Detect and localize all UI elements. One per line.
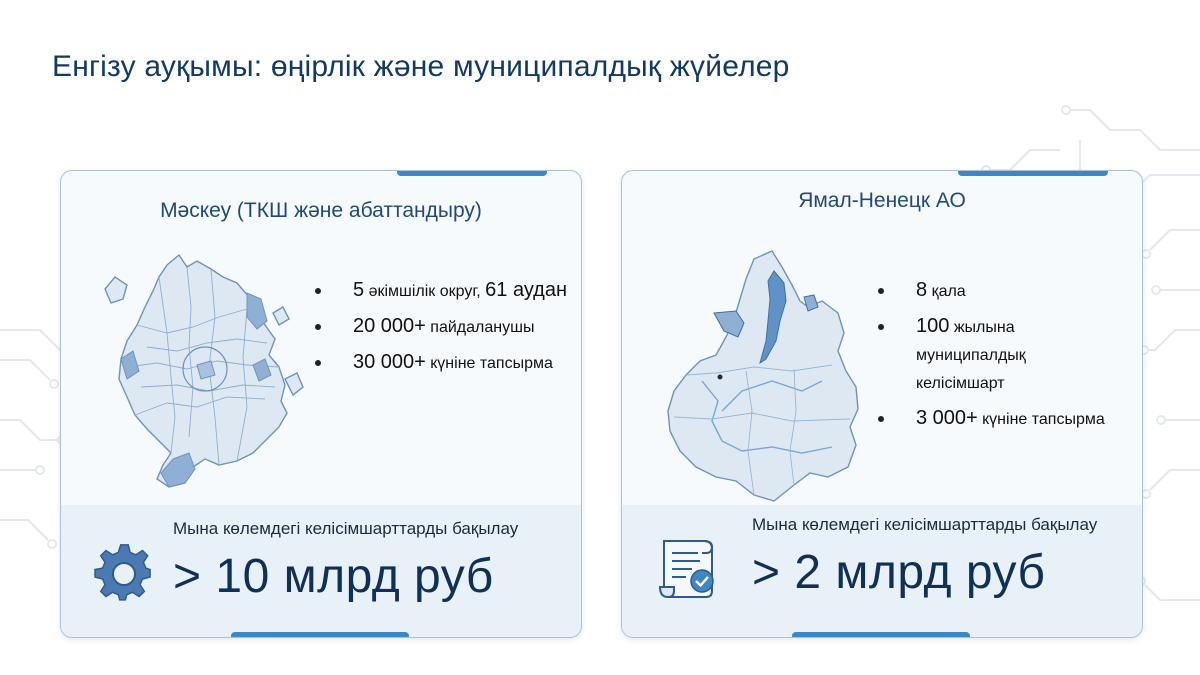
- moscow-map: [97, 247, 307, 501]
- list-item: [315, 349, 567, 377]
- bullet-dot: [315, 360, 321, 366]
- yamal-stats-list: [878, 277, 1118, 441]
- monitor-value: > 2 млрд руб: [752, 546, 1046, 599]
- stat-text: қала: [927, 283, 966, 300]
- card-accent-top: [958, 170, 1108, 176]
- bullet-dot: [315, 324, 321, 330]
- stat-lead: 8: [916, 279, 928, 301]
- list-item: [878, 313, 1118, 397]
- monitoring-band: [61, 505, 581, 637]
- stat-lead: 30 000+: [353, 351, 426, 373]
- stat-text: жылына муниципалдық келісімшарт: [916, 319, 1026, 392]
- yamal-card: [621, 170, 1143, 638]
- contract-scroll-icon: [656, 535, 720, 601]
- stat-lead: 100: [916, 315, 950, 337]
- moscow-stats-list: [315, 277, 567, 385]
- list-item: [878, 277, 1118, 305]
- card-title: Мәскеу (ТКШ және абаттандыру): [160, 199, 482, 222]
- monitor-value: > 10 млрд руб: [173, 550, 494, 603]
- monitoring-band: [622, 505, 1142, 637]
- bullet-dot: [878, 288, 884, 294]
- yamal-map: [662, 241, 862, 509]
- stat-lead: 3 000+: [916, 407, 978, 429]
- stat-text: күніне тапсырма: [977, 411, 1105, 428]
- bullet-dot: [878, 416, 884, 422]
- stat-lead: 5: [353, 279, 365, 301]
- card-accent-bottom: [231, 632, 409, 638]
- list-item: [878, 405, 1118, 433]
- list-item: [315, 313, 567, 341]
- stat-text: әкімшілік округ,: [364, 283, 486, 300]
- stat-text: пайдаланушы: [425, 319, 535, 336]
- card-accent-top: [397, 170, 547, 176]
- page-title: Енгізу ауқымы: өңірлік және муниципалдық жүйелер: [52, 50, 790, 83]
- gear-icon: [93, 543, 155, 605]
- stat-tail: 61 аудан: [485, 279, 568, 301]
- monitor-label: Мына көлемдегі келісімшарттарды бақылау: [752, 515, 1098, 534]
- bullet-dot: [878, 324, 884, 330]
- bullet-dot: [315, 288, 321, 294]
- monitor-label: Мына көлемдегі келісімшарттарды бақылау: [173, 519, 519, 538]
- moscow-card: [60, 170, 582, 638]
- stat-lead: 20 000+: [353, 315, 426, 337]
- card-title: Ямал-Ненецк АО: [798, 189, 966, 212]
- list-item: [315, 277, 567, 305]
- card-accent-bottom: [792, 632, 970, 638]
- stat-text: күніне тапсырма: [425, 355, 553, 372]
